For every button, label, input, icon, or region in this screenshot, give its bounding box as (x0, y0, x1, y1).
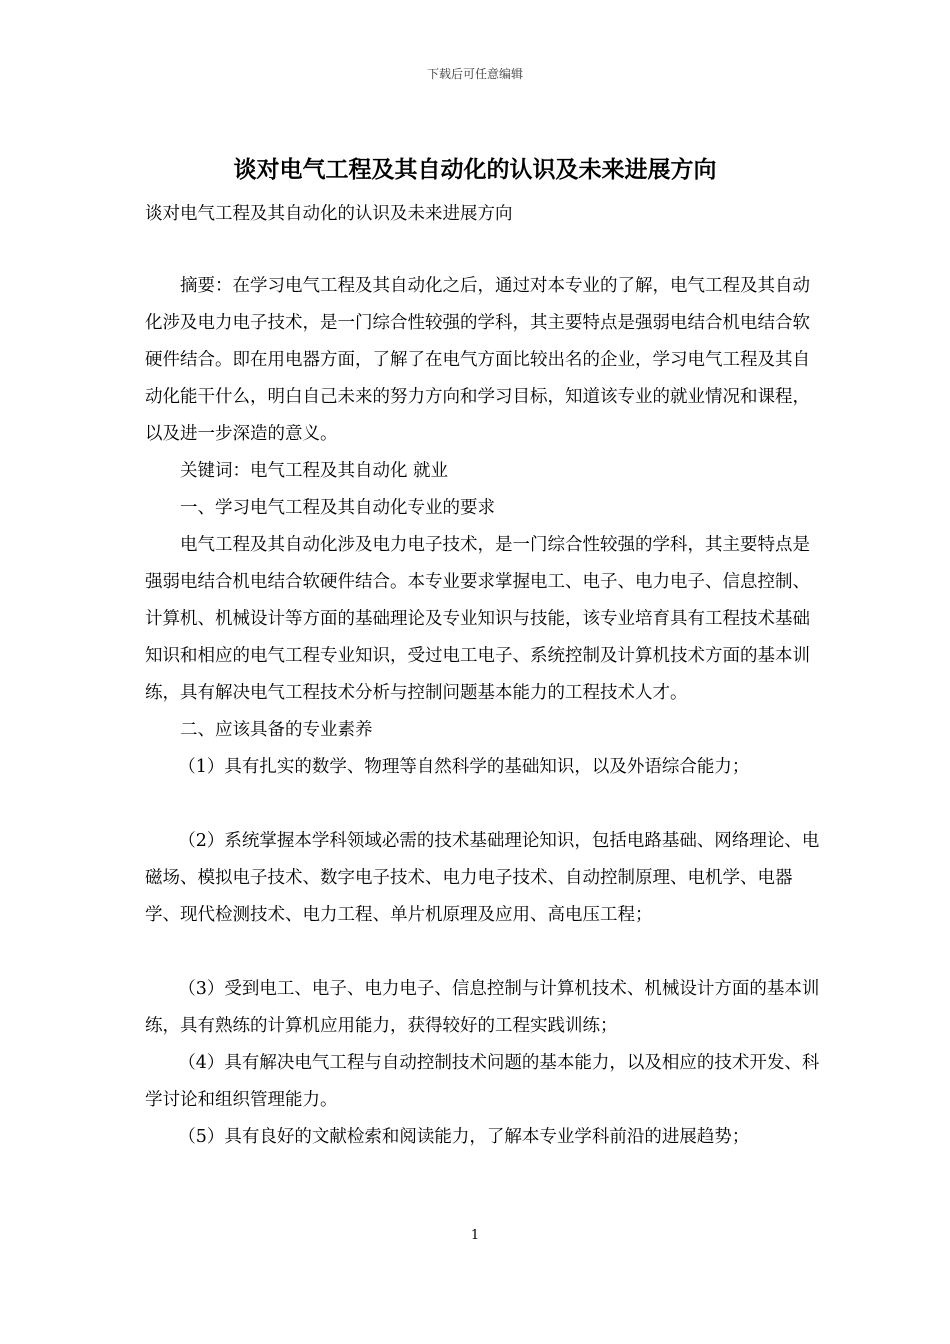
section-1-paragraph: 电气工程及其自动化涉及电力电子技术，是一门综合性较强的学科，其主要特点是强弱电结合机电结合软硬件结合。本专业要求掌握电工、电子、电力电子、信息控制、计算机、机械设计等方面的基础理论及专业知识与技能，该专业培育具有工程技术基础知识和相应的电气工程专业知识，受过电工电子、系统控制及计算机技术方面的基本训练，具有解决电气工程技术分析与控制问题基本能力的工程技术人才。 (145, 535, 810, 703)
document-body (145, 268, 820, 1156)
section-2-heading: 二、应该具备的专业素养 (180, 720, 373, 740)
header-note: 下载后可任意编辑 (426, 67, 523, 81)
list-item-5: （5）具有良好的文献检索和阅读能力，了解本专业学科前沿的进展趋势； (178, 1127, 750, 1147)
list-item-1: （1）具有扎实的数学、物理等自然科学的基础知识，以及外语综合能力； (178, 757, 750, 777)
list-item-4: （4）具有解决电气工程与自动控制技术问题的基本能力，以及相应的技术开发、科学讨论和组织管理能力。 (145, 1053, 820, 1110)
section-1-heading: 一、学习电气工程及其自动化专业的要求 (180, 498, 495, 518)
page-number: 1 (470, 1228, 480, 1243)
abstract-paragraph: 摘要：在学习电气工程及其自动化之后，通过对本专业的了解，电气工程及其自动化涉及电力电子技术，是一门综合性较强的学科，其主要特点是强弱电结合机电结合软硬件结合。即在用电器方面，了解了在电气方面比较出名的企业，学习电气工程及其自动化能干什么，明白自己未来的努力方向和学习目标，知道该专业的就业情况和课程，以及进一步深造的意义。 (145, 276, 810, 444)
list-item-3: （3）受到电工、电子、电力电子、信息控制与计算机技术、机械设计方面的基本训练，具有熟练的计算机应用能力，获得较好的工程实践训练； (145, 979, 820, 1036)
document-title: 谈对电气工程及其自动化的认识及未来进展方向 (233, 156, 717, 183)
list-item-2: （2）系统掌握本学科领域必需的技术基础理论知识，包括电路基础、网络理论、电磁场、模拟电子技术、数字电子技术、电力电子技术、自动控制原理、电机学、电器学、现代检测技术、电力工程、单片机原理及应用、高电压工程； (145, 831, 820, 925)
document-subtitle: 谈对电气工程及其自动化的认识及未来进展方向 (145, 204, 513, 224)
keywords-line: 关键词：电气工程及其自动化 就业 (180, 461, 449, 481)
